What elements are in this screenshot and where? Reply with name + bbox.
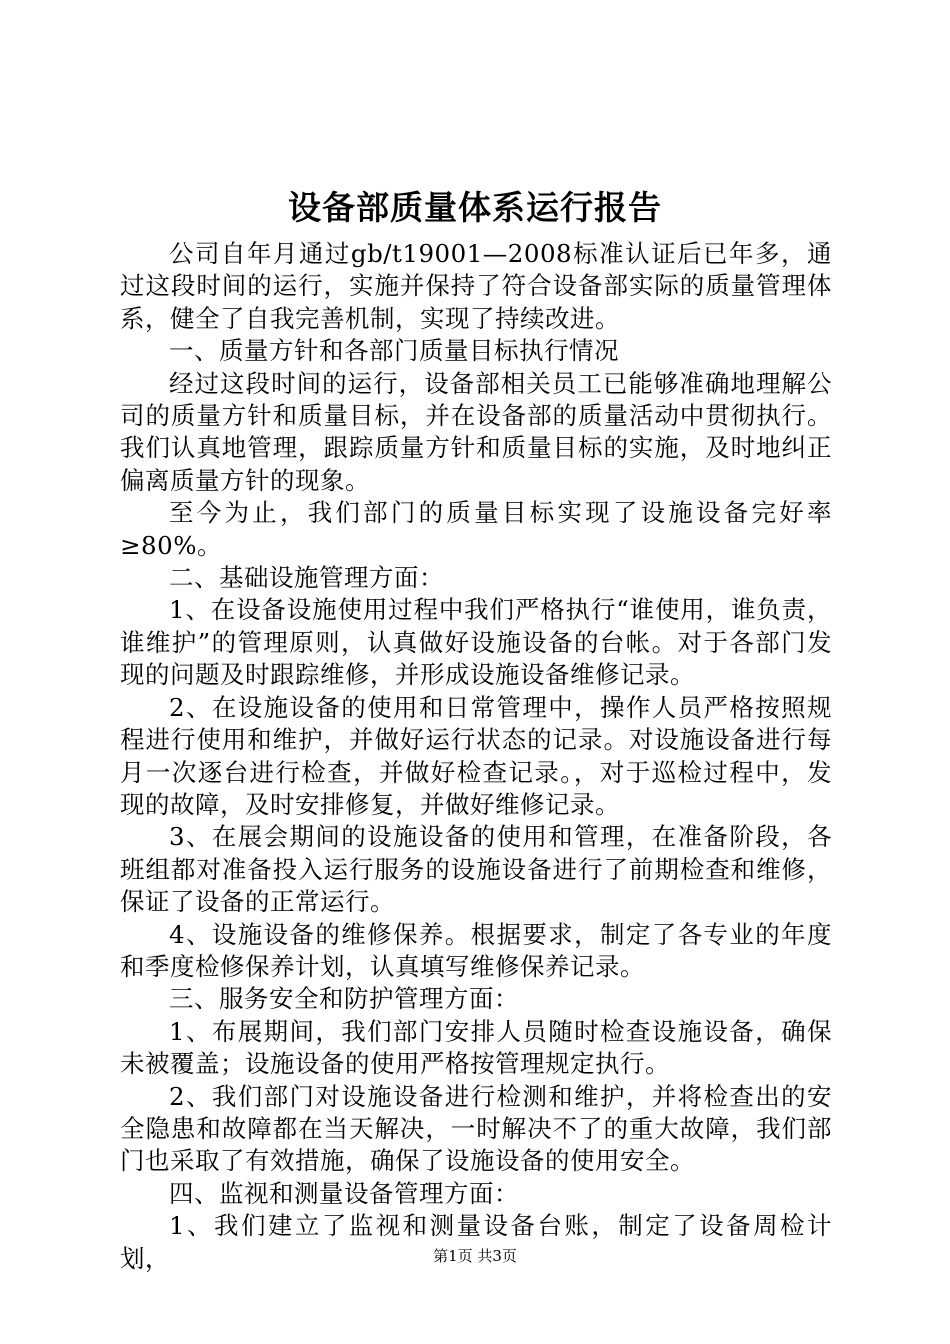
section-heading-2: 二、基础设施管理方面： <box>169 563 444 593</box>
document-body <box>120 238 832 1275</box>
section-heading-1: 一、质量方针和各部门质量目标执行情况 <box>169 336 619 366</box>
list-item: 3、在展会期间的设施设备的使用和管理，在准备阶段，各班组都对准备投入运行服务的设施设备进行了前期检查和维修，保证了设备的正常运行。 <box>120 822 832 917</box>
page-footer: 第1页 共3页 <box>433 1247 517 1265</box>
intro-paragraph: 公司自年月通过gb/t19001—2008标准认证后已年多，通过这段时间的运行，实施并保持了符合设备部实际的质量管理体系，健全了自我完善机制，实现了持续改进。 <box>120 239 832 333</box>
list-item: 1、我们建立了监视和测量设备台账，制定了设备周检计划， <box>120 1211 832 1273</box>
document-title: 设备部质量体系运行报告 <box>288 188 662 227</box>
list-item: 4、设施设备的维修保养。根据要求，制定了各专业的年度和季度检修保养计划，认真填写维修保养记录。 <box>120 919 832 981</box>
section-heading-3: 三、服务安全和防护管理方面： <box>169 984 519 1014</box>
list-item: 2、我们部门对设施设备进行检测和维护，并将检查出的安全隐患和故障都在当天解决，一时解决不了的重大故障，我们部门也采取了有效措施，确保了设施设备的使用安全。 <box>120 1081 832 1176</box>
paragraph: 至今为止，我们部门的质量目标实现了设施设备完好率≥80%。 <box>120 498 832 560</box>
list-item: 2、在设施设备的使用和日常管理中，操作人员严格按照规程进行使用和维护，并做好运行状态的记录。对设施设备进行每月一次逐台进行检查，并做好检查记录。，对于巡检过程中，发现的故障，及时安排修复，并做好维修记录。 <box>120 692 832 819</box>
paragraph: 经过这段时间的运行，设备部相关员工已能够准确地理解公司的质量方针和质量目标，并在设备部的质量活动中贯彻执行。我们认真地管理，跟踪质量方针和质量目标的实施，及时地纠正偏离质量方针的现象。 <box>120 368 832 495</box>
list-item: 1、在设备设施使用过程中我们严格执行“谁使用，谁负责，谁维护”的管理原则，认真做好设施设备的台帐。对于各部门发现的问题及时跟踪维修，并形成设施设备维修记录。 <box>120 595 832 690</box>
section-heading-4: 四、监视和测量设备管理方面： <box>169 1178 519 1208</box>
list-item: 1、布展期间，我们部门安排人员随时检查设施设备，确保未被覆盖；设施设备的使用严格按管理规定执行。 <box>120 1016 832 1079</box>
